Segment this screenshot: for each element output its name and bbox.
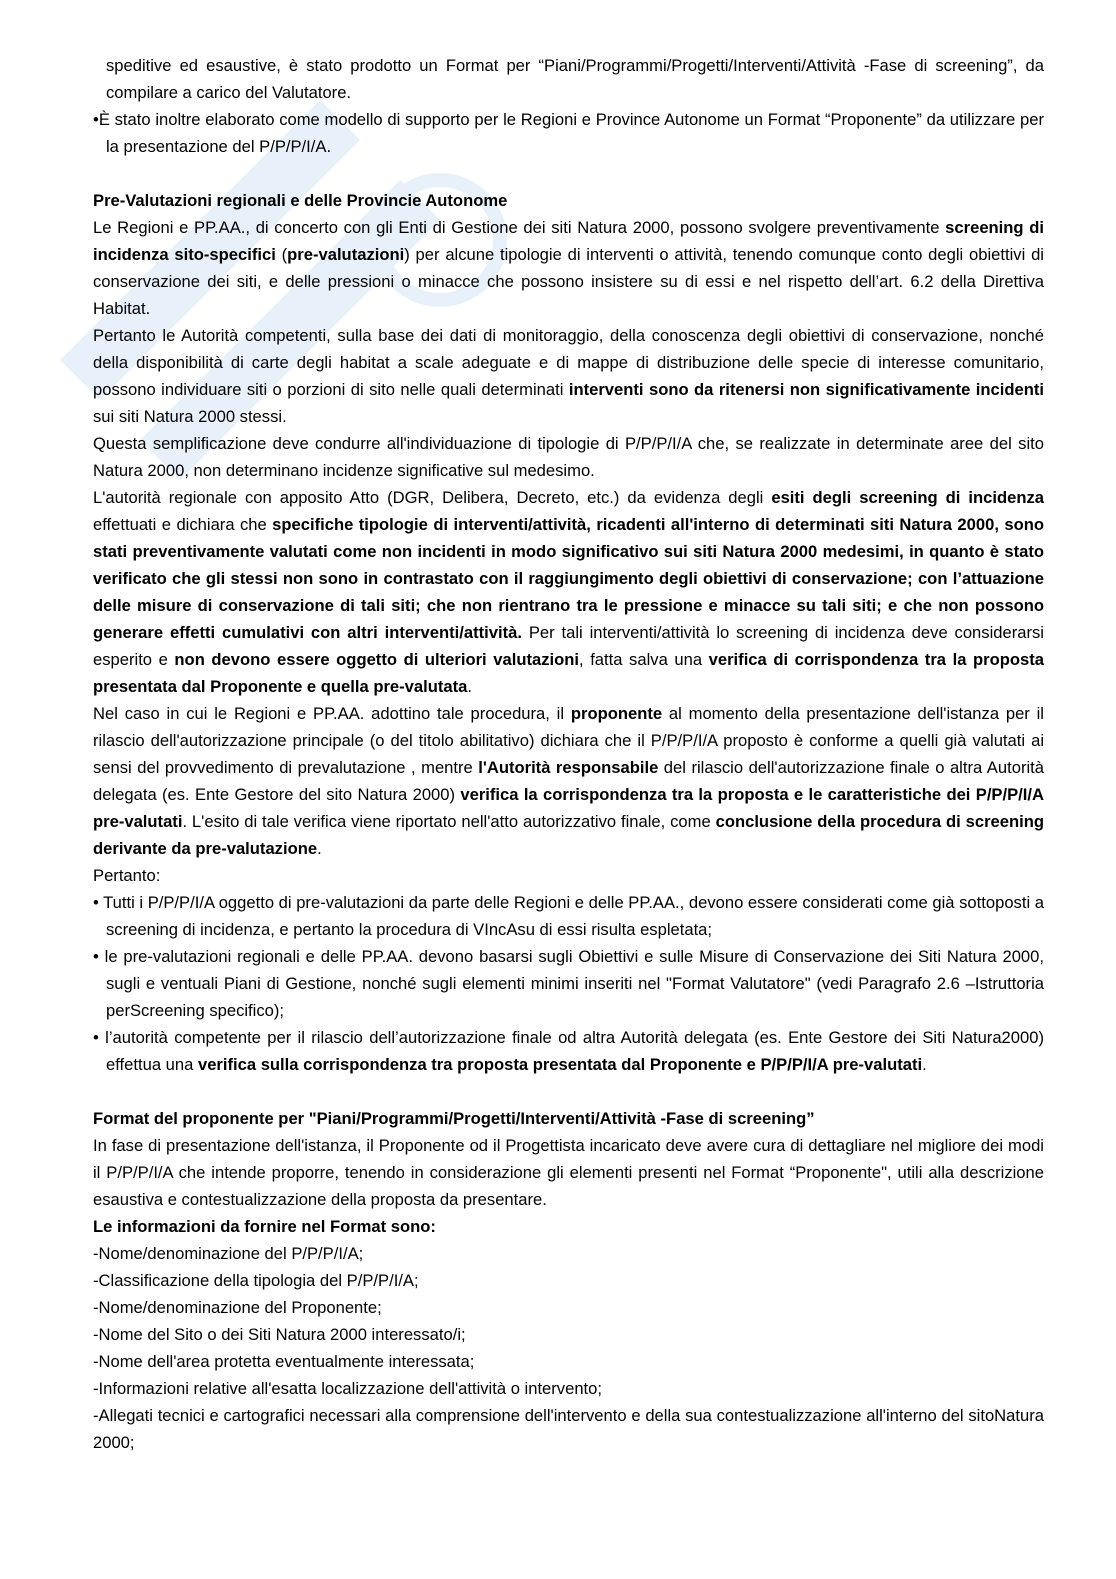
list-item: -Nome/denominazione del Proponente; bbox=[93, 1298, 382, 1317]
pertanto-label: Pertanto: bbox=[93, 866, 161, 885]
paragraph: L'autorità regionale con apposito Atto (DGR, Delibera, Decreto, etc.) da evidenza degli esiti degli screening di incidenza effettuati e dichiara che specifiche tipologie di interventi/attività, ricadenti all'interno di determinati siti Natura 2000, sono stati preventivamente valutati come non incidenti in modo significativo sui siti Natura 2000 medesimi, in quanto è stato verificato che gli stessi non sono in contrastato con il raggiungimento degli obiettivi di conservazione; con l’attuazione delle misure di conservazione di tali siti; che non rientrano tra le pressione e minacce su tali siti; e che non possono generare effetti cumulativi con altri interventi/attività. Per tali interventi/attività lo screening di incidenza deve considerarsi esperito e non devono essere oggetto di ulteriori valutazioni, fatta salva una verifica di corrispondenza tra la proposta presentata dal Proponente e quella pre-valutata. bbox=[93, 488, 1044, 696]
list-item: -Classificazione della tipologia del P/P/P/I/A; bbox=[93, 1271, 419, 1290]
bullet-marker: • bbox=[93, 110, 99, 129]
document-page bbox=[93, 52, 1044, 1456]
paragraph: Nel caso in cui le Regioni e PP.AA. adottino tale procedura, il proponente al momento della presentazione dell'istanza per il rilascio dell'autorizzazione principale (o del titolo abilitativo) dichiara che il P/P/P/I/A proposto è conforme a quelli già valutati ai sensi del provvedimento di prevalutazione , mentre l'Autorità responsabile del rilascio dell'autorizzazione finale o altra Autorità delegata (es. Ente Gestore del sito Natura 2000) verifica la corrispondenza tra la proposta e le caratteristiche dei P/P/P/I/A pre-valutati. L'esito di tale verifica viene riportato nell'atto autorizzativo finale, come conclusione della procedura di screening derivante da pre-valutazione. bbox=[93, 704, 1045, 858]
intro-continuation: speditive ed esaustive, è stato prodotto un Format per “Piani/Programmi/Progetti/Interventi/Attività -Fase di screening”, da compilare a carico del Valutatore. bbox=[106, 56, 1044, 102]
list-item: -Nome del Sito o dei Siti Natura 2000 interessato/i; bbox=[93, 1325, 466, 1344]
intro-bullet: •È stato inoltre elaborato come modello di supporto per le Regioni e Province Autonome un Format “Proponente” da utilizzare per la presentazione del P/P/P/I/A. bbox=[93, 110, 1044, 156]
list-item: • l’autorità competente per il rilascio dell’autorizzazione finale od altra Autorità delegata (es. Ente Gestore dei Siti Natura2000) effettua una verifica sulla corrispondenza tra proposta presentata dal Proponente e P/P/P/I/A pre-valutati. bbox=[93, 1028, 1044, 1074]
list-item: -Nome dell'area protetta eventualmente interessata; bbox=[93, 1352, 475, 1371]
list-item: • Tutti i P/P/P/I/A oggetto di pre-valutazioni da parte delle Regioni e delle PP.AA., devono essere considerati come già sottoposti a screening di incidenza, e pertanto la procedura di VIncAsu di essi risulta espletata; bbox=[93, 893, 1044, 939]
section-heading-prevalutazioni: Pre-Valutazioni regionali e delle Provincie Autonome bbox=[93, 191, 508, 210]
bullet-marker: • bbox=[93, 1028, 106, 1047]
bullet-marker: • bbox=[93, 893, 104, 912]
bullet-marker: • bbox=[93, 947, 105, 966]
paragraph: Le Regioni e PP.AA., di concerto con gli Enti di Gestione dei siti Natura 2000, possono svolgere preventivamente screening di incidenza sito-specifici (pre-valutazioni) per alcune tipologie di interventi o attività, tenendo comunque conto degli obiettivi di conservazione dei siti, e delle pressioni o minacce che possono insistere su di essi e nel rispetto dell’art. 6.2 della Direttiva Habitat. bbox=[93, 218, 1045, 318]
list-heading: Le informazioni da fornire nel Format sono: bbox=[93, 1217, 436, 1236]
paragraph: Pertanto le Autorità competenti, sulla base dei dati di monitoraggio, della conoscenza degli obiettivi di conservazione, nonché della disponibilità di carte degli habitat a scale adeguate e di mappe di distribuzione delle specie di interesse comunitario, possono individuare siti o porzioni di sito nelle quali determinati interventi sono da ritenersi non significativamente incidenti sui siti Natura 2000 stessi. bbox=[93, 326, 1045, 426]
section-heading-format-proponente: Format del proponente per "Piani/Programmi/Progetti/Interventi/Attività -Fase di screening” bbox=[93, 1109, 815, 1128]
paragraph: Questa semplificazione deve condurre all'individuazione di tipologie di P/P/P/I/A che, se realizzate in determinate aree del sito Natura 2000, non determinano incidenze significative sul medesimo. bbox=[93, 434, 1044, 480]
list-item: -Allegati tecnici e cartografici necessari alla comprensione dell'intervento e della sua contestualizzazione all'interno del sitoNatura 2000; bbox=[93, 1406, 1044, 1452]
list-item: -Informazioni relative all'esatta localizzazione dell'attività o intervento; bbox=[93, 1379, 603, 1398]
paragraph: In fase di presentazione dell'istanza, il Proponente od il Progettista incaricato deve avere cura di dettagliare nel migliore dei modi il P/P/P/I/A che intende proporre, tenendo in considerazione gli elementi presenti nel Format “Proponente", utili alla descrizione esaustiva e contestualizzazione della proposta da presentare. bbox=[93, 1136, 1044, 1209]
list-item: -Nome/denominazione del P/P/P/I/A; bbox=[93, 1244, 364, 1263]
list-item: • le pre-valutazioni regionali e delle PP.AA. devono basarsi sugli Obiettivi e sulle Misure di Conservazione dei Siti Natura 2000, sugli e ventuali Piani di Gestione, nonché sugli elementi minimi inseriti nel "Format Valutatore" (vedi Paragrafo 2.6 –Istruttoria perScreening specifico); bbox=[93, 947, 1044, 1020]
